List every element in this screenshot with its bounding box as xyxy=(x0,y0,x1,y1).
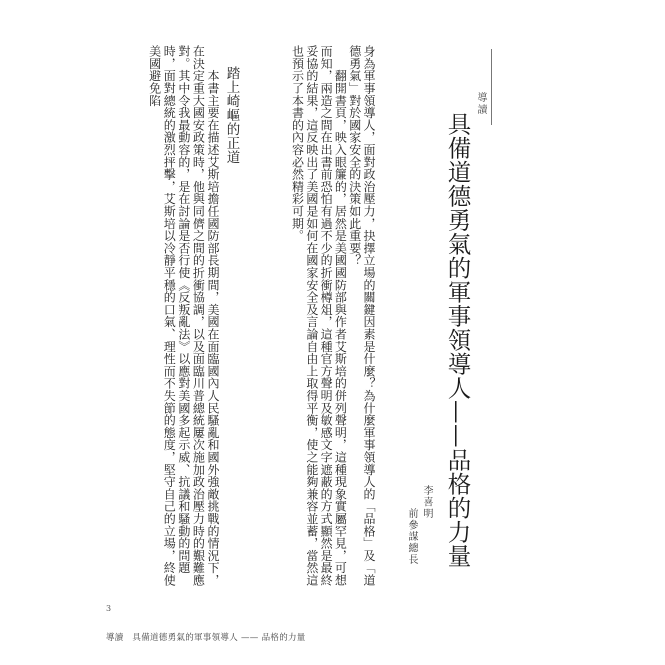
intro-text xyxy=(258,45,376,590)
intro-paragraph-2 xyxy=(290,45,347,590)
chapter-label: 導讀 xyxy=(475,92,486,116)
body-paragraph-1-text: 本書主要在描述艾斯培擔任國防部長期間，美國在面臨國內人民騷亂和國外強敵挑戰的情況下，在決定重大國安政策時，他與同儕之間的折衝協調，以及面臨川普總統屢次施加政治壓力時的艱難應對。其中令我最動容的，是在討論是否行使《反叛亂法》以應對美國多起示威、抗議和騷動的問題時，面對總統的激烈抨擊，艾斯培以冷靜平穩的口氣、理性而不失節的態度，堅守自己的立場，終使美國避免陷 xyxy=(147,45,220,587)
author-role: 前參謀總長 xyxy=(406,508,417,566)
body-paragraph-1 xyxy=(147,45,220,590)
intro-paragraph-1: 身為軍事領導人，面對政治壓力，抉擇立場的關鍵因素是什麼？為什麼軍事領導人的「品格」及「道德勇氣」對於國家安全的決策如此重要？ xyxy=(347,45,376,587)
intro-paragraph-2-text: 翻開書頁，映入眼簾的，居然是美國國防部與作者艾斯培的併列聲明，這種現象實屬罕見，可想而知，兩造之間在出書前恐怕有過不少的折衝樽俎，這種官方聲明及敏感文字遮蔽的方式顯然是最終妥協的結果，這反映出了美國是如何在國家安全及言論自由上取得平衡，使之能夠兼容並蓄，當然這也預示了本書的內容必然精彩可期。 xyxy=(290,45,348,587)
body-text xyxy=(132,45,220,590)
chapter-title: 具備道德勇氣的軍事領導人——品格的力量 xyxy=(443,112,472,568)
chapter-rule xyxy=(491,49,492,125)
author-name: 李喜明 xyxy=(421,485,432,520)
running-footer: 導讀 具備道德勇氣的軍事領導人 —— 品格的力量 xyxy=(106,633,306,643)
section-heading: 踏上崎嶇的正道 xyxy=(223,66,240,164)
page-number: 3 xyxy=(106,604,112,613)
